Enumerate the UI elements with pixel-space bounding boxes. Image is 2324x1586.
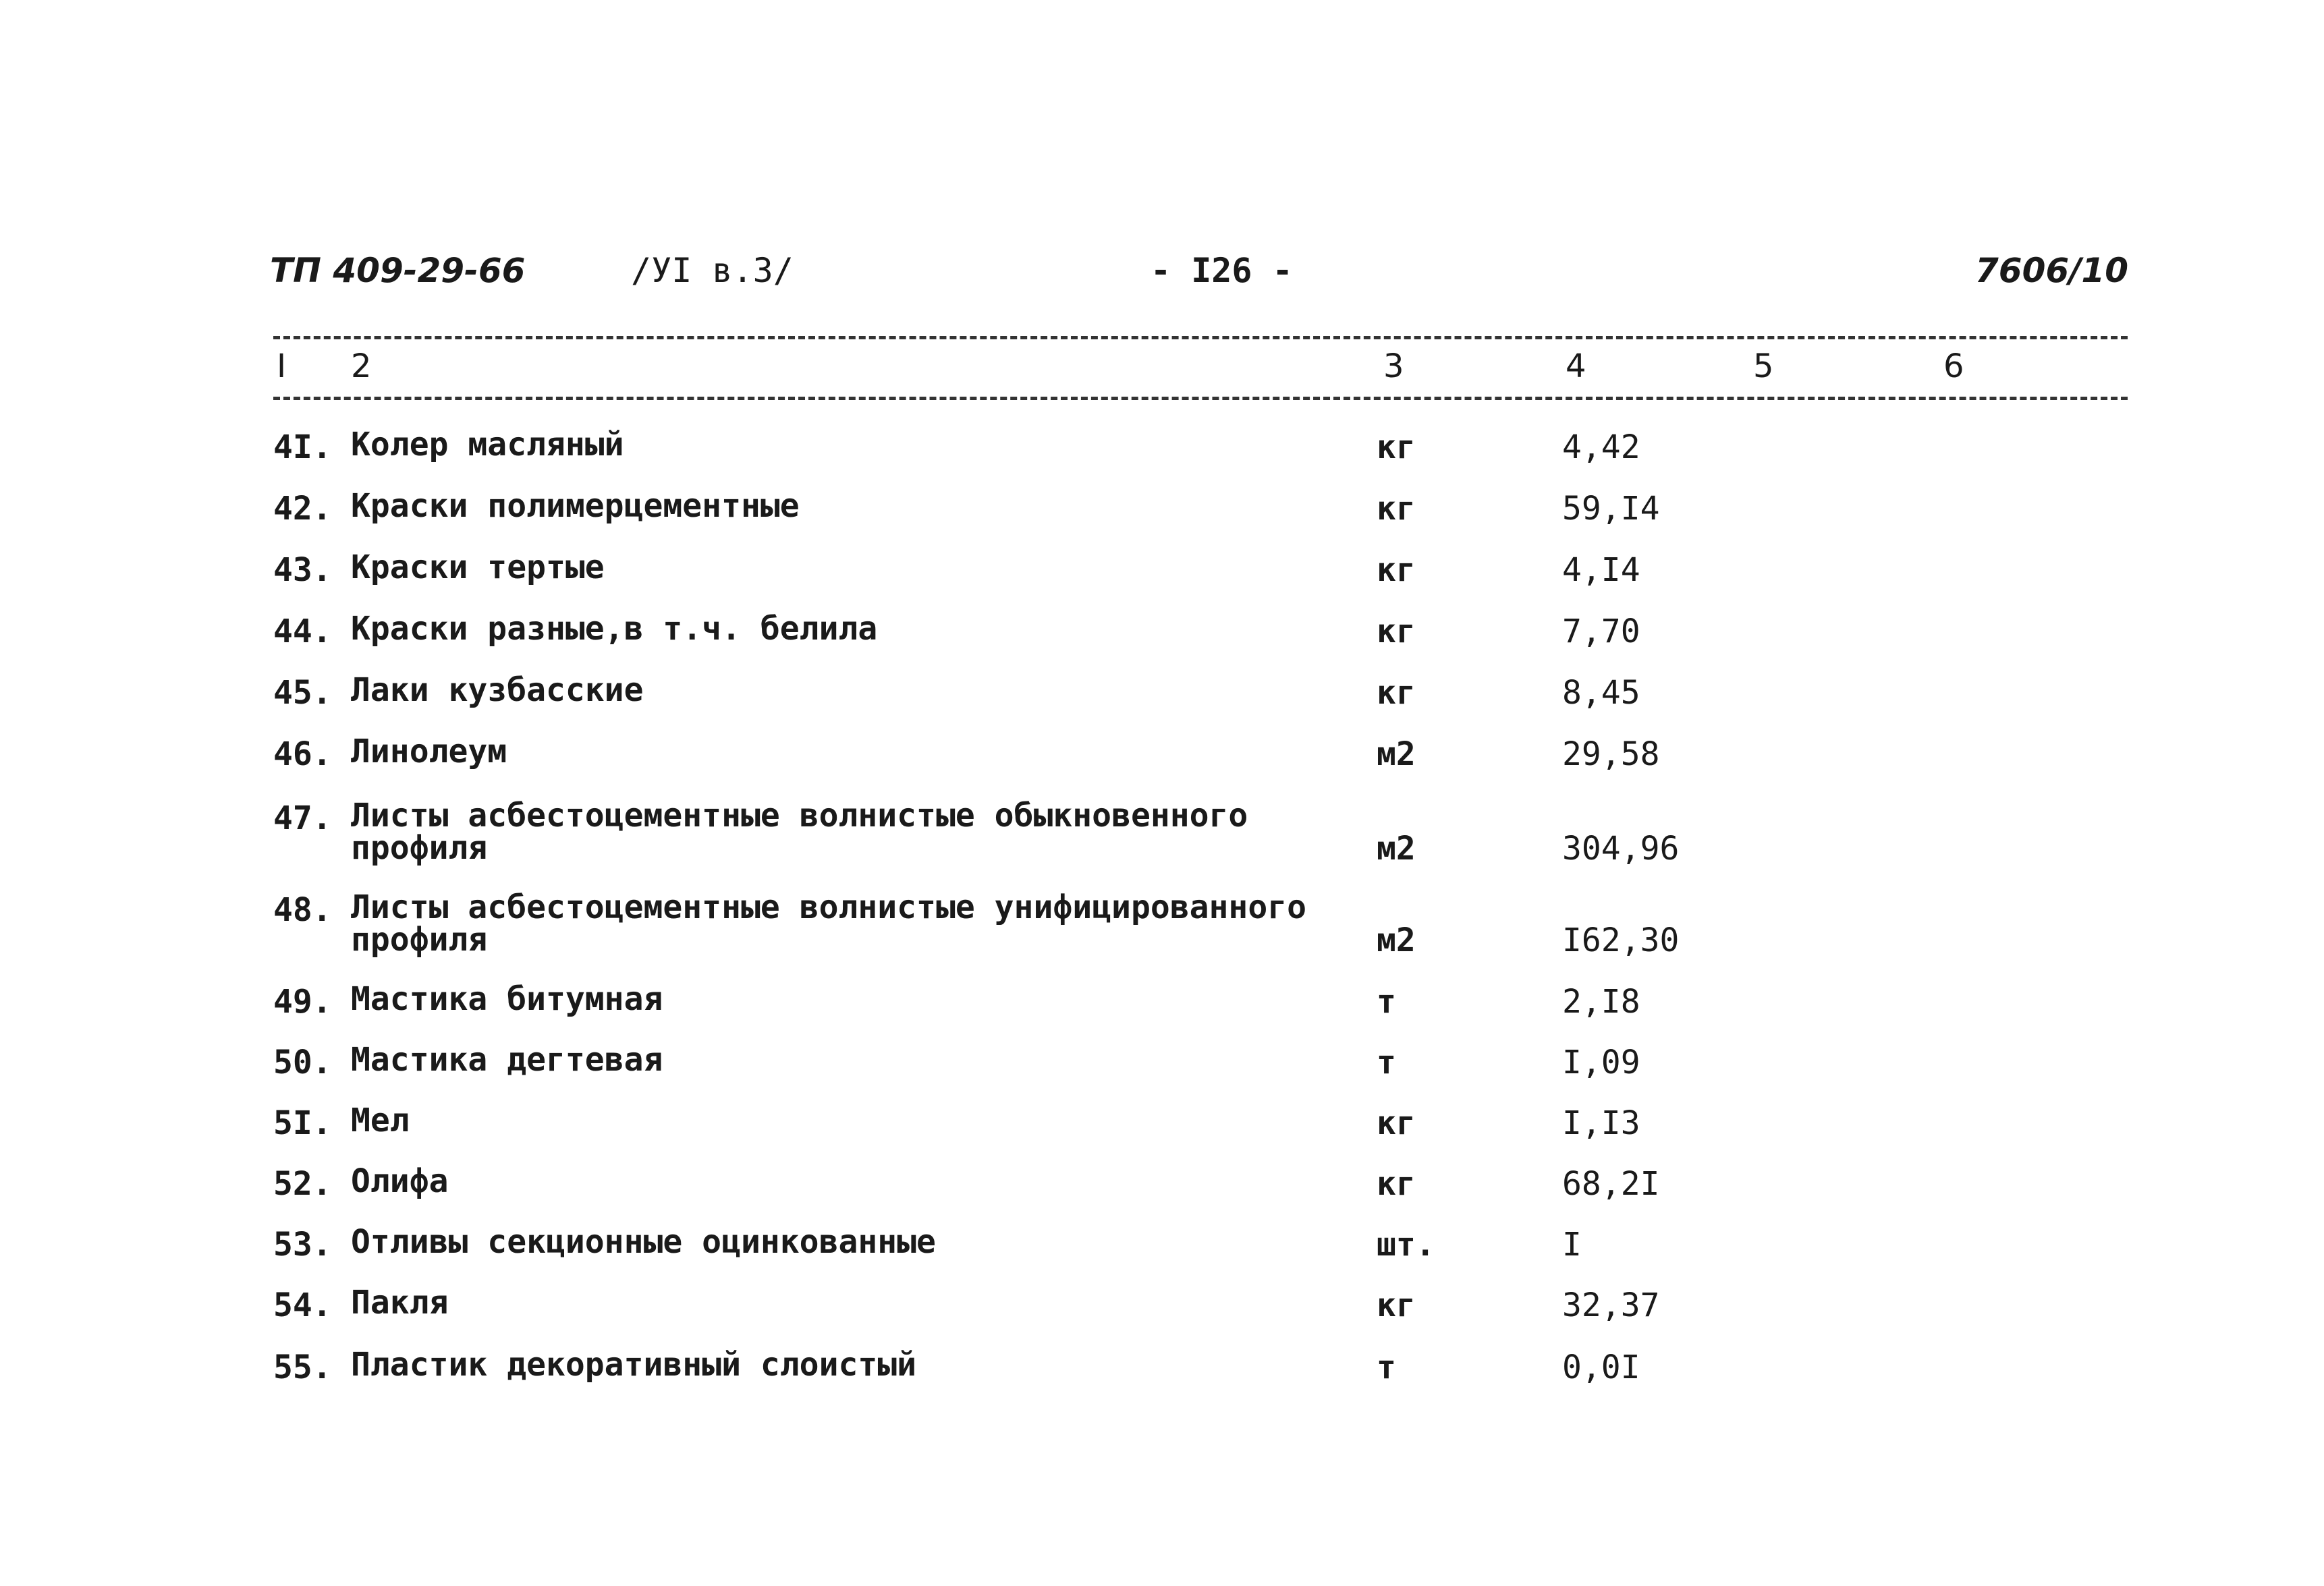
- unit: кг: [1377, 551, 1416, 589]
- row-number: 42.: [273, 490, 332, 528]
- quantity: 29,58: [1562, 735, 1660, 773]
- table-row: [0, 1346, 2324, 1409]
- material-name: Пакля: [351, 1284, 449, 1322]
- quantity: I62,30: [1562, 922, 1680, 959]
- table-row: [0, 610, 2324, 673]
- material-name: Мастика битумная: [351, 980, 663, 1018]
- quantity: I,I3: [1562, 1104, 1640, 1142]
- material-name-line-2: профиля: [351, 921, 488, 959]
- material-name: Линолеум: [351, 733, 507, 770]
- row-number: 54.: [273, 1286, 332, 1324]
- table-row: [0, 671, 2324, 735]
- table-rule-top: [273, 336, 2128, 339]
- quantity: 4,42: [1562, 428, 1640, 466]
- document-reference: 7606/10: [1974, 251, 2128, 290]
- row-number: 52.: [273, 1165, 332, 1203]
- unit: шт.: [1377, 1226, 1435, 1264]
- material-name: Пластик декоративный слоистый: [351, 1346, 917, 1384]
- row-number: 44.: [273, 613, 332, 650]
- quantity: 2,I8: [1562, 983, 1640, 1021]
- material-name: Олифа: [351, 1162, 449, 1200]
- material-name-line-1: Листы асбестоцементные волнистые обыкновенного: [351, 797, 1248, 834]
- column-header-6: 6: [1943, 347, 1964, 385]
- unit: т: [1377, 1349, 1396, 1386]
- row-number: 4I.: [273, 428, 332, 466]
- table-row: [0, 888, 2324, 959]
- column-header-1: I: [277, 347, 287, 385]
- row-number: 45.: [273, 674, 332, 712]
- table-rule-bottom: [273, 397, 2128, 400]
- material-name: Краски полимерцементные: [351, 487, 800, 525]
- material-name-line-1: Листы асбестоцементные волнистые унифицированного: [351, 888, 1307, 926]
- row-number: 47.: [273, 799, 332, 837]
- unit: кг: [1377, 613, 1416, 650]
- material-name: Лаки кузбасские: [351, 671, 644, 709]
- table-row: [0, 735, 2324, 796]
- material-name: Отливы секционные оцинкованные: [351, 1223, 936, 1261]
- material-name: Краски разные,в т.ч. белила: [351, 610, 878, 648]
- quantity: 32,37: [1562, 1286, 1660, 1324]
- column-header-2: 2: [351, 347, 372, 385]
- table-row: [0, 1104, 2324, 1165]
- table-row: [0, 487, 2324, 550]
- unit: кг: [1377, 1286, 1416, 1324]
- table-row: [0, 1286, 2324, 1347]
- quantity: 304,96: [1562, 830, 1680, 868]
- unit: кг: [1377, 490, 1416, 528]
- quantity: 7,70: [1562, 613, 1640, 650]
- material-name: Колер масляный: [351, 426, 624, 463]
- material-name: Мастика дегтевая: [351, 1041, 663, 1079]
- unit: т: [1377, 983, 1396, 1021]
- unit: кг: [1377, 1165, 1416, 1203]
- quantity: 59,I4: [1562, 490, 1660, 528]
- unit: м2: [1377, 922, 1416, 959]
- material-name: Краски тертые: [351, 548, 605, 586]
- quantity: 68,2I: [1562, 1165, 1660, 1203]
- row-number: 5I.: [273, 1104, 332, 1142]
- row-number: 49.: [273, 983, 332, 1021]
- column-header-4: 4: [1566, 347, 1586, 385]
- material-name: Мел: [351, 1102, 410, 1139]
- table-row: [0, 1162, 2324, 1226]
- table-row: [0, 980, 2324, 1044]
- table-row: [0, 1223, 2324, 1286]
- material-name-line-2: профиля: [351, 829, 488, 867]
- quantity: I,09: [1562, 1044, 1640, 1081]
- column-header-5: 5: [1753, 347, 1774, 385]
- material-name: [351, 797, 1363, 867]
- row-number: 48.: [273, 891, 332, 929]
- table-row: [0, 797, 2324, 868]
- column-header-3: 3: [1383, 347, 1404, 385]
- material-name: [351, 888, 1363, 959]
- quantity: 8,45: [1562, 674, 1640, 712]
- table-row: [0, 428, 2324, 489]
- table-row: [0, 1041, 2324, 1104]
- table-row: [0, 548, 2324, 612]
- quantity: 0,0I: [1562, 1349, 1640, 1386]
- row-number: 46.: [273, 735, 332, 773]
- unit: кг: [1377, 1104, 1416, 1142]
- document-code: ТП 409-29-66: [270, 251, 526, 290]
- unit: м2: [1377, 735, 1416, 773]
- unit: кг: [1377, 428, 1416, 466]
- document-part: /УI в.3/: [631, 251, 794, 290]
- row-number: 50.: [273, 1044, 332, 1081]
- quantity: 4,I4: [1562, 551, 1640, 589]
- row-number: 53.: [273, 1226, 332, 1264]
- row-number: 43.: [273, 551, 332, 589]
- quantity: I: [1562, 1226, 1582, 1264]
- unit: кг: [1377, 674, 1416, 712]
- page-number: - I26 -: [1151, 251, 1293, 290]
- unit: м2: [1377, 830, 1416, 868]
- row-number: 55.: [273, 1349, 332, 1386]
- unit: т: [1377, 1044, 1396, 1081]
